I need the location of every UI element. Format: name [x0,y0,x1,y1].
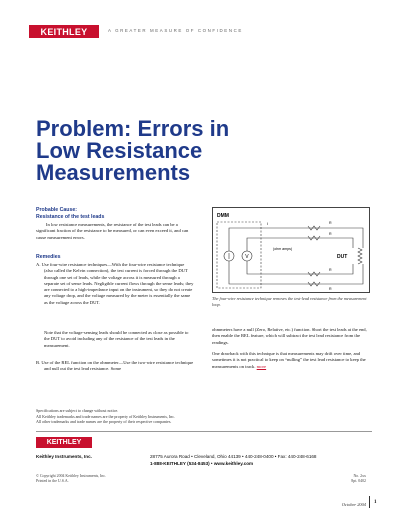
current-label: I [267,221,269,226]
company-contact: 1-888-KEITHLEY (534-8453) • www.keithley.com [150,461,254,466]
right-paragraph-2-text: One drawback with this technique is that measurements may drift over time, and sometimes it is not practical to keep on “nulling” the test lead resistance to keep the measurements on track. [212,351,366,369]
ohms-label: (ohm amps) [273,247,293,251]
dmm-label: DMM [217,213,229,219]
company-name: Keithley Instruments, Inc. [36,454,92,459]
footnotes [36,408,206,425]
diagram-caption: The four-wire resistance technique removes the test-lead resistance from the measurement loop. [212,296,367,307]
copyright-line: Printed in the U.S.A. [36,479,69,484]
keithley-logo: KEITHLEY [29,25,99,38]
right-paragraph-1: ohmmeters have a null (Zero, Relative, etc.) function. Short the test leads at the end, then enable the REL feature, which will subtract the test lead resistance from the readings. [212,327,367,345]
right-paragraph-2 [212,351,370,370]
cause-subheading: Resistance of the test leads [36,214,105,220]
four-wire-diagram [212,207,370,293]
cause-heading: Probable Cause: [36,207,77,213]
footer-logo: KEITHLEY [36,437,92,448]
lead-label: R [329,221,332,225]
footnote: All Keithley trademarks and trade names are the property of Keithley Instruments, Inc. [36,413,176,419]
document-number [351,474,366,484]
copyright [36,474,106,484]
footer-divider [36,431,372,432]
company-address: 28775 Aurora Road • Cleveland, Ohio 44139 • 440-248-0400 • Fax: 440-248-6168 [150,454,317,459]
circuit-svg [213,208,371,294]
docno-line: 8pt. 0402 [351,479,366,484]
page-number: 1 [374,500,377,505]
copyright-line: © Copyright 2004 Keithley Instruments, Inc. [36,474,107,478]
page-title: Problem: Errors in Low Resistance Measurements [36,116,230,185]
publication-date: October 2004 [341,502,366,507]
remedies-heading: Remedies [36,254,61,260]
dut-label: DUT [337,254,348,260]
more-link[interactable]: more [256,363,267,369]
cause-text: In low resistance measurements, the resistance of the test leads can be a significant fraction of the resistance to be measured, or can even exceed it, and can cause measurement errors. [36,222,189,240]
lead-label: R [329,232,332,236]
footnote: Specifications are subject to change without notice. [36,408,119,413]
lead-label: R [329,268,332,272]
dmm-box [217,222,261,288]
remedy-b: B. Use of the REL function on the ohmmeter—Use the two-wire resistance technique and null out the test lead resistance. Some [36,360,194,372]
tagline: A GREATER MEASURE OF CONFIDENCE [108,28,243,33]
dut-resistor-icon [358,248,362,264]
voltmeter-label: V [245,254,249,260]
footnote: All other trademarks and trade names are the property of their respective companies. [36,419,172,425]
lead-label: R [329,287,332,291]
docno-line: No. 2xx [353,474,366,478]
page-divider [369,496,370,508]
remedy-a-note: Note that the voltage-sensing leads should be connected as close as possible to the DUT to avoid including any of the resistance of the test leads in the measurement. [44,330,189,348]
remedy-a: A. Use four-wire resistance techniques—With the four-wire resistance technique (also called the Kelvin connection), the test current is forced through the DUT through one set of leads, while the voltage across it is measured through a separate set of sense leads. Negligible current flows through the sense leads; they are connected to a high-impedance input on the instrument, so they do not create any voltage drop, and the voltage measured by the meter is essentially the same as the voltage across the DUT. [36,262,194,305]
